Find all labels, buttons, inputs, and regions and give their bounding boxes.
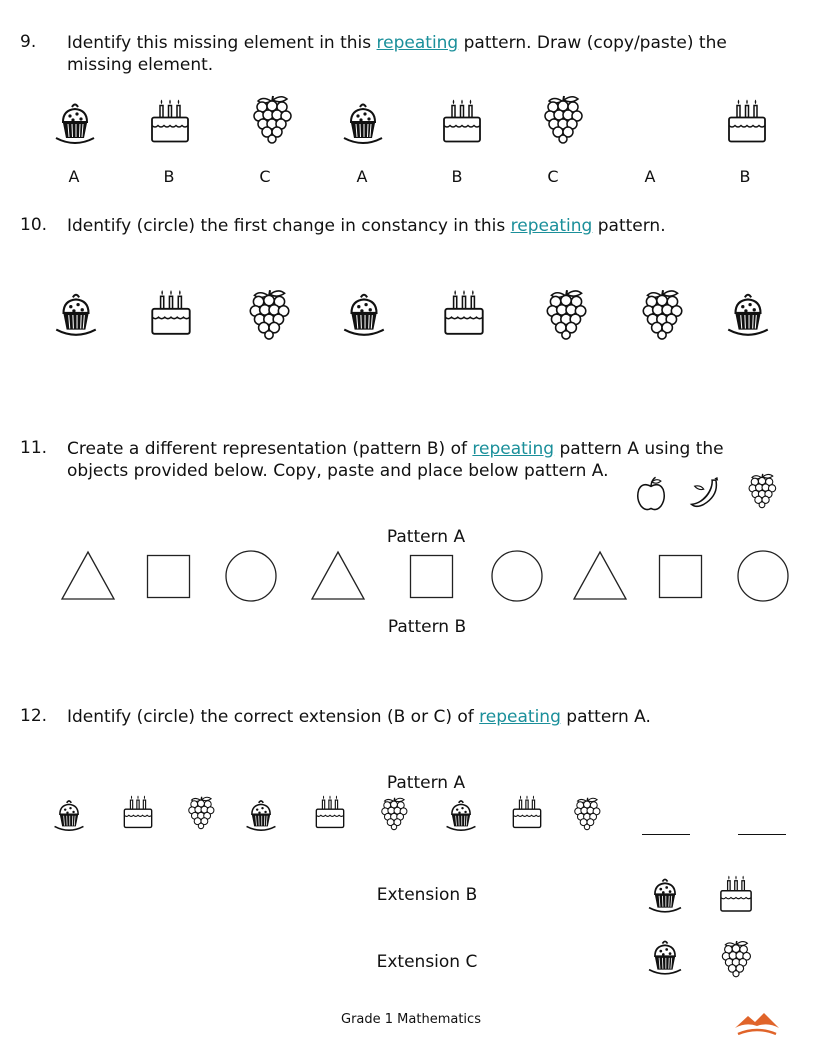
square-shape[interactable] — [658, 554, 704, 600]
pattern-b-label: Pattern B — [387, 617, 467, 637]
triangle-shape[interactable] — [60, 550, 116, 602]
birthday-cake-icon[interactable] — [722, 95, 772, 150]
q10-text-a: Identify (circle) the first change in constancy in this — [67, 216, 511, 236]
grapes-icon[interactable] — [538, 86, 588, 148]
birthday-cake-icon[interactable] — [437, 95, 487, 150]
cupcake-icon[interactable] — [50, 288, 102, 340]
q12-prompt — [67, 706, 787, 728]
grapes-icon[interactable] — [540, 280, 592, 344]
pattern-a-label: Pattern A — [386, 527, 466, 547]
q9-label: A — [356, 167, 368, 186]
q9-repeating-link[interactable]: repeating — [376, 33, 459, 53]
q9-number: 9. — [20, 32, 37, 52]
q11-text-a: Create a different representation (pattern B) of — [67, 439, 473, 459]
q10-number: 10. — [20, 215, 48, 235]
square-shape[interactable] — [409, 554, 455, 600]
cupcake-icon[interactable] — [644, 936, 686, 978]
q9-label: C — [547, 167, 559, 186]
cupcake-icon[interactable] — [722, 288, 774, 340]
q11-text-b: pattern A using the — [554, 439, 724, 459]
square-shape[interactable] — [146, 554, 192, 600]
q11-text-c: objects provided below. Copy, paste and place below pattern A. — [67, 461, 609, 481]
grapes-icon[interactable] — [243, 280, 295, 344]
apple-icon[interactable] — [632, 474, 670, 514]
q12-text-a: Identify (circle) the correct extension (B or C) of — [67, 707, 480, 727]
grapes-icon[interactable] — [247, 86, 297, 148]
grapes-icon[interactable] — [744, 466, 780, 512]
birthday-cake-icon[interactable] — [438, 286, 490, 342]
q12-number: 12. — [20, 706, 48, 726]
cupcake-icon[interactable] — [338, 98, 388, 148]
answer-blank[interactable] — [642, 834, 690, 835]
cupcake-icon[interactable] — [242, 796, 280, 834]
grapes-icon[interactable] — [717, 934, 755, 980]
birthday-cake-icon[interactable] — [145, 286, 197, 342]
birthday-cake-icon[interactable] — [507, 794, 547, 832]
q10-prompt — [67, 215, 787, 237]
birthday-cake-icon[interactable] — [145, 95, 195, 150]
cupcake-icon[interactable] — [644, 874, 686, 916]
birthday-cake-icon[interactable] — [118, 794, 158, 832]
extension-b-label[interactable]: Extension B — [376, 885, 478, 905]
circle-shape[interactable] — [736, 549, 790, 603]
q9-label: B — [739, 167, 751, 186]
birthday-cake-icon[interactable] — [715, 874, 757, 916]
q12-pattern-a-label: Pattern A — [386, 773, 466, 793]
grapes-icon[interactable] — [636, 280, 688, 344]
q9-prompt — [67, 32, 787, 76]
cupcake-icon[interactable] — [442, 796, 480, 834]
extension-c-label[interactable]: Extension C — [376, 952, 478, 972]
cupcake-icon[interactable] — [50, 796, 88, 834]
q9-label: A — [68, 167, 80, 186]
circle-shape[interactable] — [490, 549, 544, 603]
answer-blank[interactable] — [738, 834, 786, 835]
birthday-cake-icon[interactable] — [310, 794, 350, 832]
triangle-shape[interactable] — [572, 550, 628, 602]
q11-number: 11. — [20, 438, 48, 458]
grapes-icon[interactable] — [377, 790, 411, 834]
cupcake-icon[interactable] — [50, 98, 100, 148]
q9-text-a: Identify this missing element in this — [67, 33, 377, 53]
mountain-logo-icon — [734, 1010, 780, 1036]
circle-shape[interactable] — [224, 549, 278, 603]
q9-label: A — [644, 167, 656, 186]
q10-repeating-link[interactable]: repeating — [510, 216, 593, 236]
q9-label: B — [451, 167, 463, 186]
triangle-shape[interactable] — [310, 550, 366, 602]
q9-text-b: pattern. Draw (copy/paste) the — [458, 33, 727, 53]
q9-text-c: missing element. — [67, 55, 214, 75]
q12-text-b: pattern A. — [560, 707, 651, 727]
q10-text-b: pattern. — [592, 216, 666, 236]
footer-text: Grade 1 Mathematics — [341, 1012, 481, 1027]
q9-label: B — [163, 167, 175, 186]
q11-repeating-link[interactable]: repeating — [472, 439, 555, 459]
q9-label: C — [259, 167, 271, 186]
grapes-icon[interactable] — [184, 790, 218, 832]
cupcake-icon[interactable] — [338, 288, 390, 340]
grapes-icon[interactable] — [570, 790, 604, 834]
q11-prompt — [67, 438, 787, 482]
banana-icon[interactable] — [686, 474, 726, 512]
q12-repeating-link[interactable]: repeating — [479, 707, 561, 727]
